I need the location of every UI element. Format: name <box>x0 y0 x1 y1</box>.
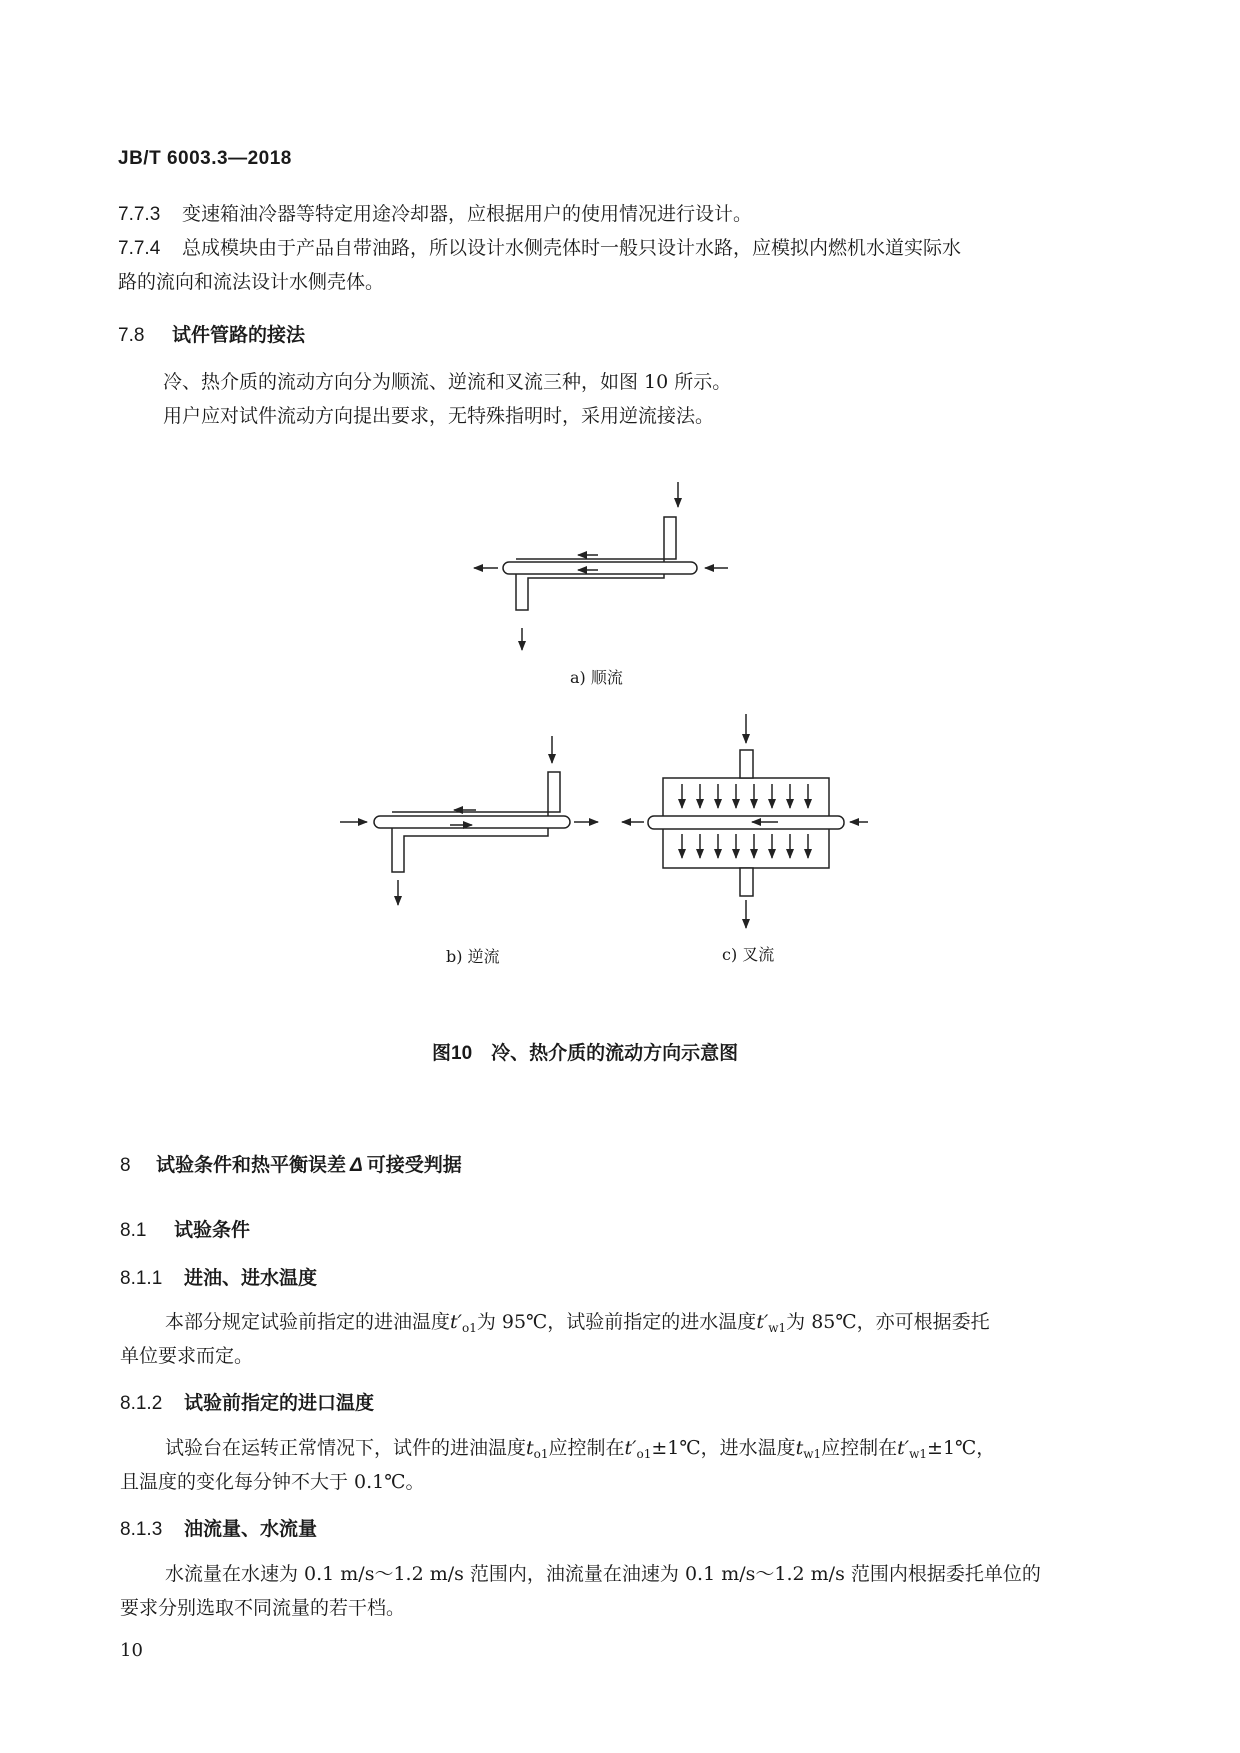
clause-text: 变速箱油冷器等特定用途冷却器，应根据用户的使用情况进行设计。 <box>182 203 753 225</box>
diagram-counter-flow <box>340 736 598 905</box>
page-number: 10 <box>120 1640 143 1661</box>
text: 本部分规定试验前指定的进油温度 <box>165 1311 451 1333</box>
subscript: o1 <box>533 1447 549 1461</box>
section-8-heading <box>120 1150 462 1177</box>
paragraph-inlet-temps <box>165 1306 990 1344</box>
text: 应控制在 <box>548 1437 625 1459</box>
section-number: 8.1 <box>120 1220 147 1241</box>
text: ±1℃， <box>927 1437 996 1459</box>
section-8-1-2-heading <box>120 1388 374 1415</box>
section-number: 8 <box>120 1155 131 1176</box>
subscript: o1 <box>461 1321 477 1335</box>
var: t′ <box>624 1437 637 1459</box>
text: 试验台在运转正常情况下，试件的进油温度 <box>165 1437 527 1459</box>
subscript: w1 <box>803 1447 822 1461</box>
paragraph-flow-rates: 水流量在水速为 0.1 m/s～1.2 m/s 范围内，油流量在油速为 0.1 m/s～1.2 m/s 范围内根据委托单位的 <box>165 1563 1041 1585</box>
section-8-1-1-heading <box>120 1263 317 1290</box>
section-number: 8.1.2 <box>120 1393 163 1414</box>
paragraph: 冷、热介质的流动方向分为顺流、逆流和叉流三种，如图 10 所示。 <box>163 371 732 393</box>
clause-number: 7.7.3 <box>118 204 161 225</box>
paragraph-cont: 且温度的变化每分钟不大于 0.1℃。 <box>120 1471 425 1493</box>
clause-7-7-4-cont: 路的流向和流法设计水侧壳体。 <box>118 271 385 293</box>
paragraph: 用户应对试件流动方向提出要求，无特殊指明时，采用逆流接法。 <box>163 405 715 427</box>
section-8-1-3-heading <box>120 1514 317 1541</box>
subscript: w1 <box>768 1321 787 1335</box>
section-number: 8.1.3 <box>120 1519 163 1540</box>
text: 为 85℃，亦可根据委托 <box>786 1311 990 1333</box>
delta-symbol: Δ <box>350 1155 363 1176</box>
paragraph-cont: 单位要求而定。 <box>120 1345 254 1367</box>
var: t <box>795 1437 804 1459</box>
standard-code: JB/T 6003.3—2018 <box>118 148 292 169</box>
section-number: 7.8 <box>118 325 145 346</box>
subscript: o1 <box>636 1447 652 1461</box>
var: t′ <box>897 1437 910 1459</box>
section-title: 试验前指定的进口温度 <box>184 1393 375 1414</box>
text: 为 95℃，试验前指定的进水温度 <box>476 1311 757 1333</box>
section-title: 试验条件 <box>174 1220 251 1241</box>
caption-counter-flow: b) 逆流 <box>446 947 500 966</box>
diagram-parallel-flow <box>474 482 728 650</box>
text: 应控制在 <box>821 1437 898 1459</box>
figure-title: 图10 冷、热介质的流动方向示意图 <box>432 1043 739 1064</box>
paragraph-cont: 要求分别选取不同流量的若干档。 <box>120 1597 406 1619</box>
var: t <box>526 1437 534 1459</box>
paragraph-temp-control <box>165 1432 995 1470</box>
section-title: 进油、进水温度 <box>184 1268 318 1289</box>
section-title: 油流量、水流量 <box>184 1519 318 1540</box>
caption-parallel-flow: a) 顺流 <box>570 668 623 687</box>
clause-text: 总成模块由于产品自带油路，所以设计水侧壳体时一般只设计水路，应模拟内燃机水道实际水 <box>182 237 962 259</box>
section-title: 可接受判据 <box>366 1155 462 1176</box>
clause-number: 7.7.4 <box>118 238 161 259</box>
section-title: 试件管路的接法 <box>172 325 306 346</box>
var: t′ <box>756 1311 769 1333</box>
section-8-1-heading <box>120 1215 250 1242</box>
caption-cross-flow: c) 叉流 <box>722 945 775 964</box>
diagram-cross-flow <box>622 714 868 928</box>
section-title: 试验条件和热平衡误差 <box>156 1155 347 1176</box>
subscript: w1 <box>909 1447 928 1461</box>
section-number: 8.1.1 <box>120 1268 163 1289</box>
var: t′ <box>450 1311 462 1333</box>
text: ±1℃，进水温度 <box>651 1437 796 1459</box>
